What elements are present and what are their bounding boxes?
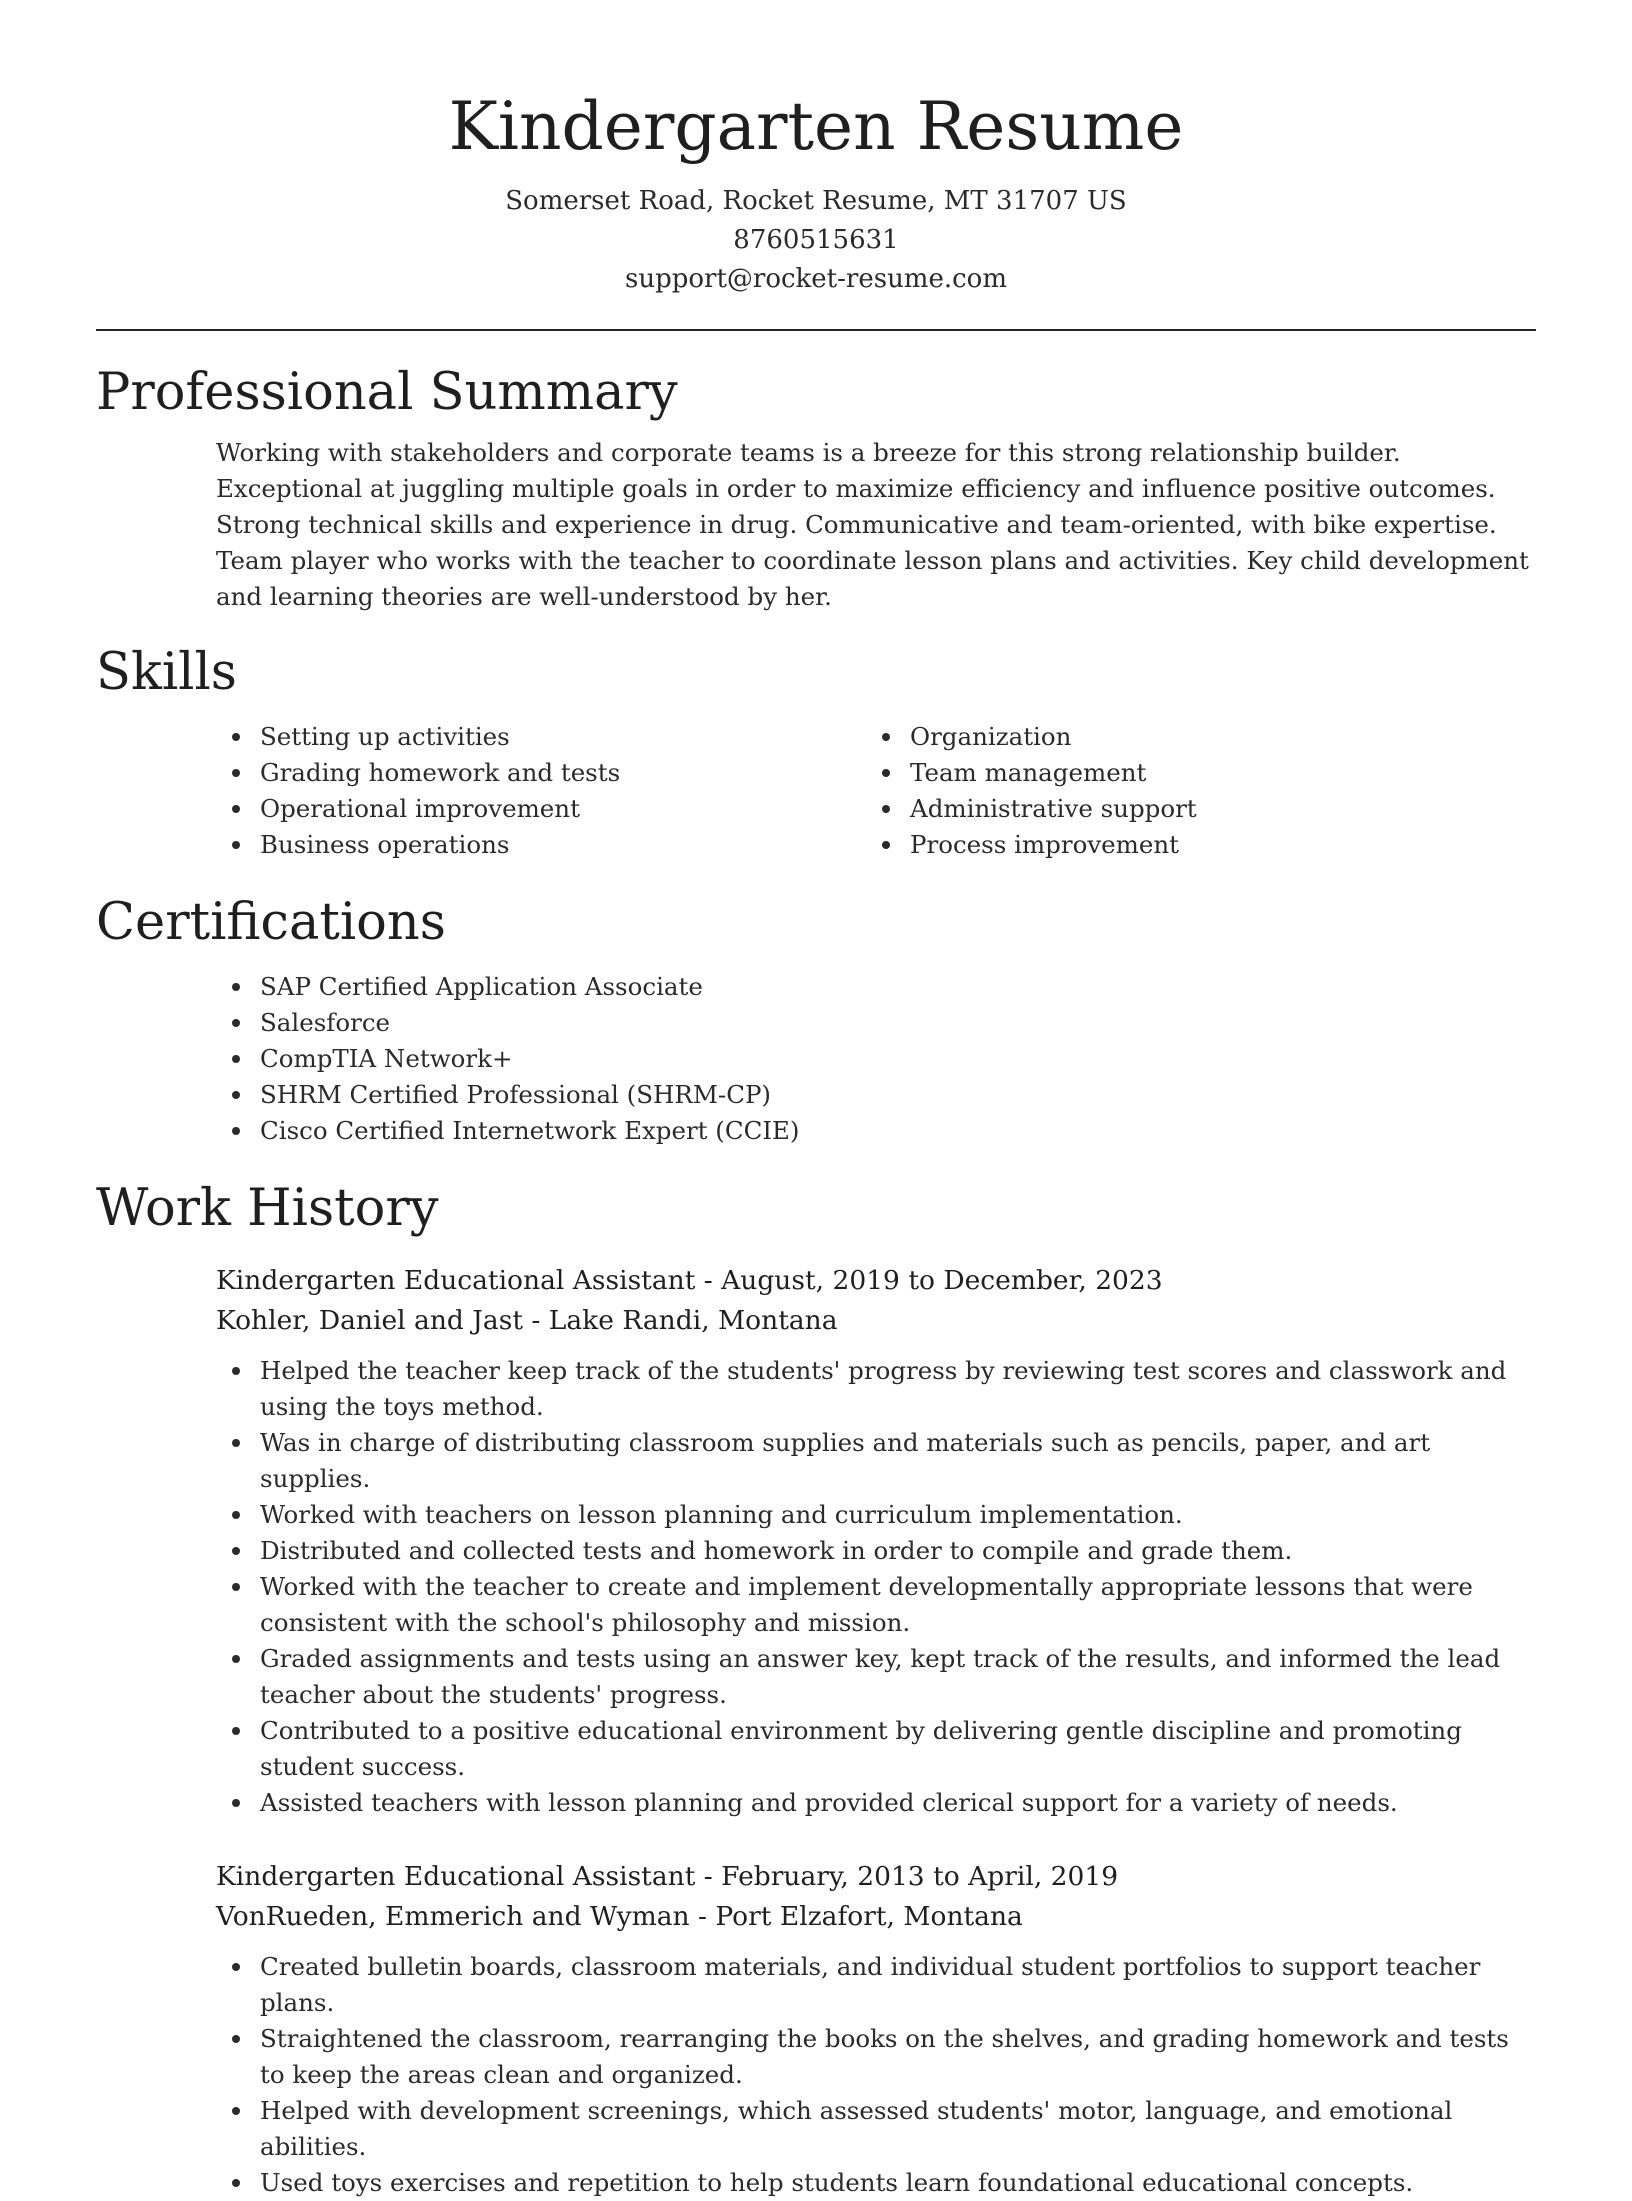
skill-item: Operational improvement bbox=[260, 791, 866, 827]
skills-column-right bbox=[866, 719, 1516, 863]
job-bullet: Worked with teachers on lesson planning and curriculum implementation. bbox=[260, 1497, 1536, 1533]
job-bullet: Helped with development screenings, which assessed students' motor, language, and emotional abilities. bbox=[260, 2093, 1536, 2165]
skills-column-left bbox=[216, 719, 866, 863]
certifications-heading: Certifications bbox=[96, 893, 446, 952]
certification-item: Salesforce bbox=[260, 1005, 1536, 1041]
job-entry bbox=[216, 1261, 1536, 1821]
summary-text: Working with stakeholders and corporate teams is a breeze for this strong relationship builder. Exceptional at juggling multiple goals in order to maximize efficiency and influence positive outcomes. Strong technical skills and experience in drug. Communicative and team-oriented, with bike expertise. Team player who works with the teacher to coordinate lesson plans and activities. Key child development and learning theories are well-understood by her. bbox=[216, 438, 1529, 611]
contact-email: support@rocket-resume.com bbox=[624, 264, 1007, 294]
resume-title: Kindergarten Resume bbox=[448, 88, 1184, 165]
job-entry bbox=[216, 1857, 1536, 2201]
skills-section bbox=[96, 641, 1536, 863]
skills-heading: Skills bbox=[96, 643, 237, 702]
contact-address: Somerset Road, Rocket Resume, MT 31707 US bbox=[505, 186, 1127, 216]
job-bullet: Distributed and collected tests and homework in order to compile and grade them. bbox=[260, 1533, 1536, 1569]
certification-item: Cisco Certified Internetwork Expert (CCIE) bbox=[260, 1113, 1536, 1149]
summary-section bbox=[96, 361, 1536, 615]
summary-heading: Professional Summary bbox=[96, 363, 678, 422]
certification-item: SAP Certified Application Associate bbox=[260, 969, 1536, 1005]
header-divider bbox=[96, 329, 1536, 331]
job-bullet: Created bulletin boards, classroom materials, and individual student portfolios to support teacher plans. bbox=[260, 1949, 1536, 2021]
skill-item: Organization bbox=[910, 719, 1516, 755]
contact-phone: 8760515631 bbox=[733, 225, 899, 255]
skills-grid bbox=[216, 719, 1536, 863]
job-bullets bbox=[216, 1949, 1536, 2201]
contact-info bbox=[96, 182, 1536, 299]
job-company-line: Kohler, Daniel and Jast - Lake Randi, Montana bbox=[216, 1305, 838, 1336]
resume-page bbox=[96, 0, 1536, 2201]
job-bullet: Graded assignments and tests using an answer key, kept track of the results, and informed the lead teacher about the students' progress. bbox=[260, 1641, 1536, 1713]
job-title-line: Kindergarten Educational Assistant - February, 2013 to April, 2019 bbox=[216, 1861, 1119, 1892]
job-bullet: Contributed to a positive educational environment by delivering gentle discipline and promoting student success. bbox=[260, 1713, 1536, 1785]
skill-item: Setting up activities bbox=[260, 719, 866, 755]
job-bullets bbox=[216, 1353, 1536, 1821]
work-history-heading: Work History bbox=[96, 1179, 439, 1238]
certifications-section bbox=[96, 891, 1536, 1149]
work-history-section bbox=[96, 1177, 1536, 2201]
job-bullet: Helped the teacher keep track of the students' progress by reviewing test scores and classwork and using the toys method. bbox=[260, 1353, 1536, 1425]
job-bullet: Straightened the classroom, rearranging the books on the shelves, and grading homework and tests to keep the areas clean and organized. bbox=[260, 2021, 1536, 2093]
job-bullet: Used toys exercises and repetition to help students learn foundational educational concepts. bbox=[260, 2165, 1536, 2201]
resume-header bbox=[96, 0, 1536, 299]
job-bullet: Assisted teachers with lesson planning and provided clerical support for a variety of needs. bbox=[260, 1785, 1536, 1821]
job-bullet: Was in charge of distributing classroom supplies and materials such as pencils, paper, and art supplies. bbox=[260, 1425, 1536, 1497]
skill-item: Team management bbox=[910, 755, 1516, 791]
certification-item: SHRM Certified Professional (SHRM-CP) bbox=[260, 1077, 1536, 1113]
certification-item: CompTIA Network+ bbox=[260, 1041, 1536, 1077]
skill-item: Business operations bbox=[260, 827, 866, 863]
skill-item: Process improvement bbox=[910, 827, 1516, 863]
skill-item: Administrative support bbox=[910, 791, 1516, 827]
job-company-line: VonRueden, Emmerich and Wyman - Port Elzafort, Montana bbox=[216, 1901, 1023, 1932]
skill-item: Grading homework and tests bbox=[260, 755, 866, 791]
job-bullet: Worked with the teacher to create and implement developmentally appropriate lessons that were consistent with the school's philosophy and mission. bbox=[260, 1569, 1536, 1641]
job-title-line: Kindergarten Educational Assistant - August, 2019 to December, 2023 bbox=[216, 1265, 1163, 1296]
certifications-list bbox=[216, 969, 1536, 1149]
